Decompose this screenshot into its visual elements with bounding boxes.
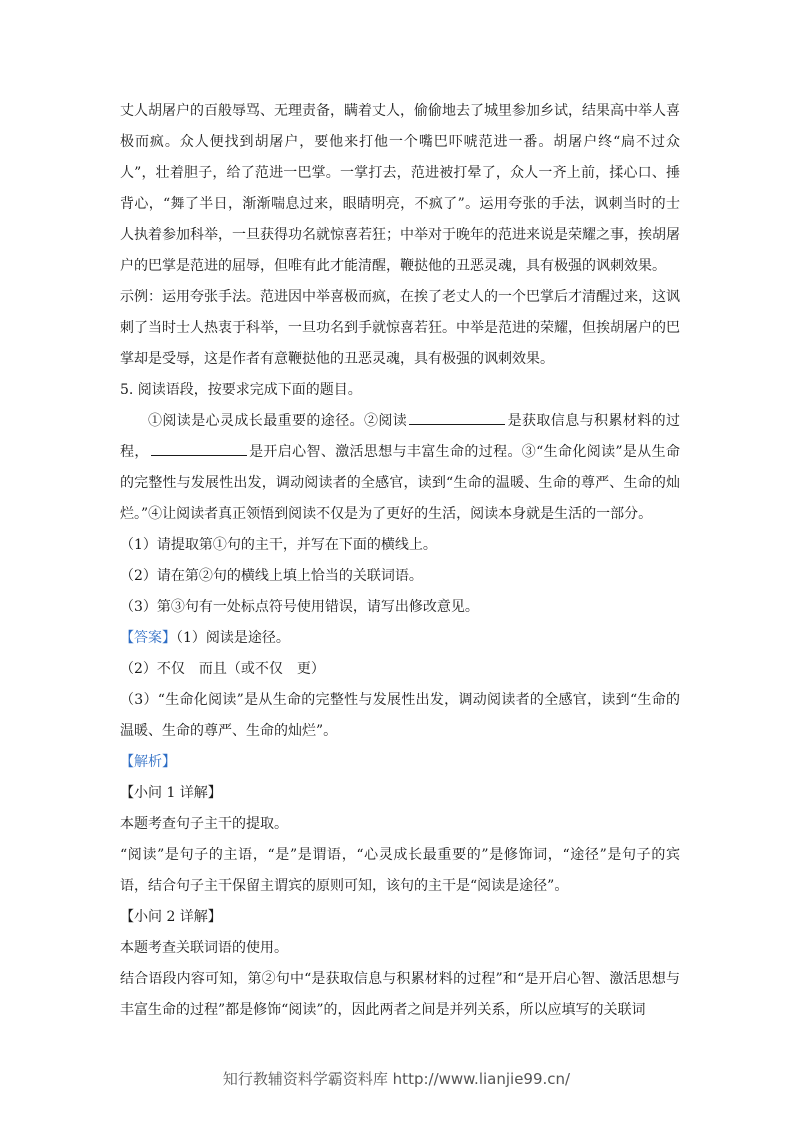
answer-line-1: [120, 623, 680, 654]
intro-paragraph: 丈人胡屠户的百般辱骂、无理责备，瞒着丈人，偷偷地去了城里参加乡试，结果高中举人喜极而疯。众人便找到胡屠户，要他来打他一个嘴巴吓唬范进一番。胡屠户终“扃不过众人”，壮着胆子，给了范进一巴掌。一掌打去，范进被打晕了，众人一齐上前，揉心口、捶背心，“舞了半日，渐渐喘息过来，眼睛明亮，不疯了”。运用夸张的手法，讽刺当时的士人执着参加科举，一旦获得功名就惊喜若狂；中举对于晚年的范进来说是荣耀之事，挨胡屠户的巴掌是范进的屈辱，但唯有此才能清醒，鞭挞他的丑恶灵魂，具有极强的讽刺效果。: [120, 103, 680, 274]
answer-label: 【答案】: [120, 630, 176, 646]
sub-question-3: （3）第③句有一处标点符号使用错误，请写出修改意见。: [120, 599, 479, 615]
sub-question-1: （1）请提取第①句的主干，并写在下面的横线上。: [120, 537, 437, 553]
sub-analysis-2-intro: 本题考查关联词语的使用。: [120, 940, 288, 956]
passage-part-a: ①阅读是心灵成长最重要的途径。②阅读: [148, 413, 408, 429]
answer-3: （3）“生命化阅读”是从生命的完整性与发展性出发，调动阅读者的全感官，读到“生命的温暖、生命的尊严、生命的灿烂”。: [120, 692, 680, 739]
passage-part-b: 是获取信息与积累材料的过程，: [120, 413, 681, 460]
fill-blank-2: [151, 441, 247, 456]
answer-1: （1）阅读是途径。: [176, 630, 290, 646]
example-paragraph: 示例：运用夸张手法。范进因中举喜极而疯，在挨了老丈人的一个巴掌后才清醒过来，这讽刺了当时士人热衷于科举，一旦功名到手就惊喜若狂。中举是范进的荣耀，但挨胡屠户的巴掌却是受辱，这是作者有意鞭挞他的丑恶灵魂，具有极强的讽刺效果。: [120, 289, 680, 367]
question-passage: [120, 406, 680, 530]
sub-question-2: （2）请在第②句的横线上填上恰当的关联词语。: [120, 568, 423, 584]
sub-analysis-2-title: 【小问 2 详解】: [120, 909, 222, 925]
fill-blank-1: [409, 410, 505, 425]
analysis-label: 【解析】: [120, 754, 176, 770]
footer-watermark: 知行教辅资料学霸资料库 http://www.lianjie99.cn/: [222, 1070, 571, 1088]
passage-part-c: 是开启心智、激活思想与丰富生命的过程。③“生命化阅读”是从生命的完整性与发展性出发，调动阅读者的全感官，读到“生命的温暖、生命的尊严、生命的灿烂。”④让阅读者真正领悟到阅读不仅是为了更好的生活，阅读本身就是生活的一部分。: [120, 444, 680, 522]
sub-analysis-2-body: 结合语段内容可知，第②句中“是获取信息与积累材料的过程”和“是开启心智、激活思想与丰富生命的过程”都是修饰“阅读”的，因此两者之间是并列关系，所以应填写的关联词: [120, 971, 680, 1018]
sub-analysis-1-title: 【小问 1 详解】: [120, 785, 222, 801]
document-body: [120, 96, 680, 1026]
question-title: 5. 阅读语段，按要求完成下面的题目。: [120, 382, 362, 398]
answer-2: （2）不仅 而且（或不仅 更）: [120, 661, 325, 677]
sub-analysis-1-intro: 本题考查句子主干的提取。: [120, 816, 288, 832]
sub-analysis-1-body: “阅读”是句子的主语，“是”是谓语，“心灵成长最重要的”是修饰词，“途径”是句子的宾语，结合句子主干保留主谓宾的原则可知，该句的主干是“阅读是途径”。: [120, 847, 680, 894]
